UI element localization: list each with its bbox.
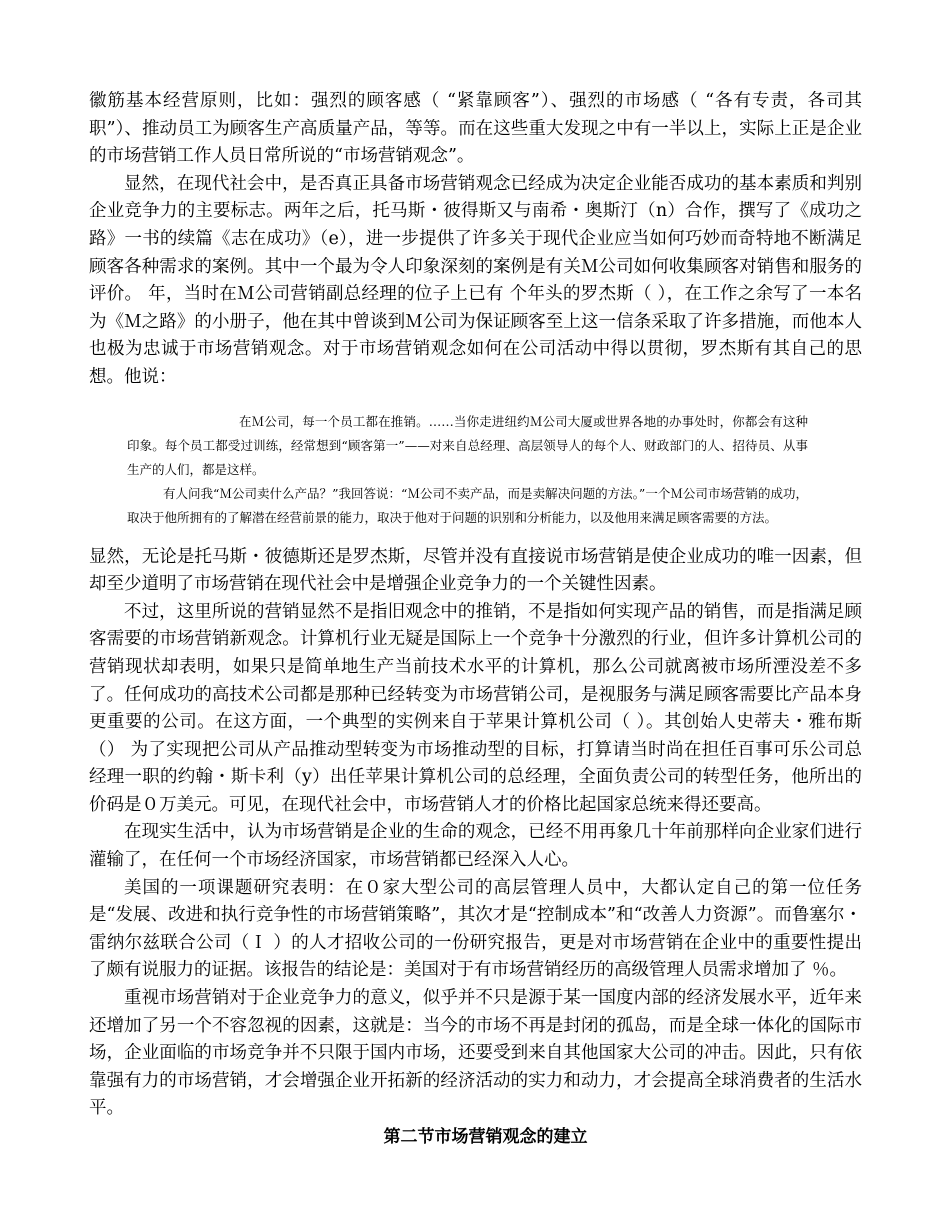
paragraph-new-concept: 不过，这里所说的营销显然不是指旧观念中的推销，不是指如何实现产品的销售，而是指满足顾客需要的市场营销新观念。计算机行业无疑是国际上一个竞争十分激烈的行业，但许多计算机公司的营销现状却表明，如果只是简单地生产当前技术水平的计算机，那么公司就离被市场所湮没差不多了。任何成功的高技术公司都是那种已经转变为市场营销公司，是视服务与满足顾客需要比产品本身更重要的公司。在这方面，一个典型的实例来自于苹果计算机公司（ ）。其创始人史蒂夫・雅布斯（） 为了实现把公司从产品推动型转变为市场推动型的目标，打算请当时尚在担任百事可乐公司总经理一职的约翰・斯卡利（y）出任苹果计算机公司的总经理，全面负责公司的转型任务，他所出的价码是０万美元。可见，在现代社会中，市场营销人才的价格比起国家总统来得还要高。 [89,601,862,815]
paragraph-real-life: 在现实生活中，认为市场营销是企业的生命的观念，已经不用再象几十年前那样向企业家们进行灌输了，在任何一个市场经济国家，市场营销都已经深入人心。 [89,822,862,871]
section-heading: 第二节市场营销观念的建立 [383,1127,588,1147]
block-quote [127,410,808,530]
paragraph-us-study: 美国的一项课题研究表明：在０家大型公司的高层管理人员中，大都认定自己的第一位任务是“发展、改进和执行竞争性的市场营销策略”，其次才是“控制成本”和“改善人力资源”。而鲁塞尔・雷纳尔兹联合公司（Ｉ ）的人才招收公司的一份研究报告，更是对市场营销在企业中的重要性提出了颇有说服力的证据。该报告的结论是：美国对于有市场营销经历的高级管理人员需求增加了 ％。 [89,877,862,981]
paragraph-competitiveness: 显然，在现代社会中，是否真正具备市场营销观念已经成为决定企业能否成功的基本素质和判别企业竞争力的主要标志。两年之后，托马斯・彼得斯又与南希・奥斯汀（n）合作，撰写了《成功之路》一书的续篇《志在成功》（e），进一步提供了许多关于现代企业应当如何巧妙而奇特地不断满足顾客各种需求的案例。其中一个最为令人印象深刻的案例是有关Ｍ公司如何收集顾客对销售和服务的评价。 年，当时在Ｍ公司营销副总经理的位子上已有 个年头的罗杰斯（ ），在工作之余写了一本名为《Ｍ之路》的小册子，他在其中曾谈到Ｍ公司为保证顾客至上这一信条采取了许多措施，而他本人也极为忠诚于市场营销观念。对于市场营销观念如何在公司活动中得以贯彻，罗杰斯有其自己的思想。他说： [89,173,862,387]
document-page [89,88,862,1151]
quote-paragraph: 在Ｍ公司，每一个员工都在推销。……当你走进纽约Ｍ公司大厦或世界各地的办事处时，你都会有这种印象。每个员工都受过训练，经常想到“顾客第一”——对来自总经理、高层领导人的每个人、财政部门的人、招待员、从事生产的人们，都是这样。 [127,413,808,477]
paragraph-conclusion: 显然，无论是托马斯・彼德斯还是罗杰斯，尽管并没有直接说市场营销是使企业成功的唯一因素，但却至少道明了市场营销在现代社会中是增强企业竞争力的一个关键性因素。 [89,546,862,595]
paragraph-principles: 徽筋基本经营原则，比如：强烈的顾客感（ “紧靠顾客”）、强烈的市场感（ “各有专责，各司其职”）、推动员工为顾客生产高质量产品，等等。而在这些重大发现之中有一半以上，实际上正是企业的市场营销工作人员日常所说的“市场营销观念”。 [89,91,862,167]
paragraph-global-market: 重视市场营销对于企业竞争力的意义，似乎并不只是源于某一国度内部的经济发展水平，近年来还增加了另一个不容忽视的因素，这就是：当今的市场不再是封闭的孤岛，而是全球一体化的国际市场，企业面临的市场竞争并不只限于国内市场，还要受到来自其他国家大公司的冲击。因此，只有依靠强有力的市场营销，才会增强企业开拓新的经济活动的实力和动力，才会提高全球消费者的生活水平。 [89,988,862,1119]
quote-paragraph: 有人问我“Ｍ公司卖什么产品？”我回答说：“Ｍ公司不卖产品，而是卖解决问题的方法。”一个Ｍ公司市场营销的成功，取决于他所拥有的了解潜在经营前景的能力，取决于他对于问题的识别和分析能力，以及他用来满足顾客需要的方法。 [127,485,808,525]
